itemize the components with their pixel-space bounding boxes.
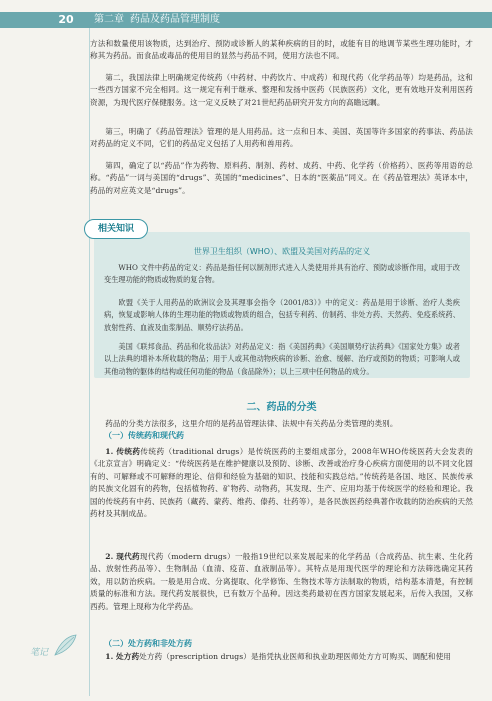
- chapter-title: [94, 12, 220, 28]
- who-definition: WHO 文件中药品的定义：药品是指任何以制剂形式进入人类使用并具有治疗、预防或诊断作用，或用于改变生理功能的物质或物质的复合物。: [104, 263, 460, 285]
- section-intro: 药品的分类方法很多，这里介绍的是药品管理法律、法规中有关药品分类管理的类别。: [105, 419, 398, 428]
- chapter-name: 药品及药品管理制度: [130, 14, 220, 25]
- related-knowledge-tag: 相关知识: [84, 219, 148, 239]
- paragraph-prescription-drugs: [90, 651, 473, 663]
- chapter-number: 第二章: [94, 14, 124, 25]
- page-number: 20: [58, 13, 74, 26]
- paragraph-modern-drugs: [90, 551, 473, 613]
- us-definition: 美国《联邦食品、药品和化妆品法》对药品定义：指《美国药典》《美国顺势疗法药典》《国家处方集》或者以上法典的增补本所收载的物品；用于人或其他动物疾病的诊断、治愈、缓解、治疗或预防的物质；可影响人或其他动物的躯体的结构或任何功能的物品（食品除外）；以上三项中任何物品的成分。: [104, 342, 460, 376]
- related-knowledge-title: 世界卫生组织（WHO）、欧盟及美国对药品的定义: [193, 247, 371, 256]
- subheading-traditional-modern: （一）传统药和现代药: [104, 431, 184, 440]
- paragraph-1: 方法和数量使用该物质，达到治疗、预防或诊断人的某种疾病的目的时，或能有目的地调节某些生理功能时，才称其为药品。而食品或毒品的使用目的显然与药品不同，使用方法也不同。: [90, 39, 473, 61]
- term-traditional: 1. 传统药: [105, 447, 141, 456]
- notes-label: 笔记: [30, 648, 49, 658]
- section-title: 二、药品的分类: [246, 402, 317, 413]
- eu-definition: 欧盟《关于人用药品的欧洲议会及其理事会指令（2001/83）》中的定义：药品是用于诊断、治疗人类疾病，恢复或影响人体的生理功能的物质或物质的组合，包括专利药、仿制药、非处方药、天然药、免疫系统药、放射性药、血液及血浆制品、顺势疗法药品。: [104, 298, 460, 332]
- traditional-text: 传统药（traditional drugs）是传统医药的主要组成部分，2008年WHO传统医药大会发表的《北京宣言》明确定义：“传统医药是在维护健康以及预防、诊断、改善或治疗身心疾病方面使用的以不同文化固有的、可解释或不可解释的理论、信仰和经验为基础的知识、技能和实践总结。”传统药是各国、地区、民族传承的民族文化固有的药物，包括植物药、矿物药、动物药，其发现、生产、应用均基于传统医学的经验和理论。我国的传统药有中药、民族药（藏药、蒙药、维药、傣药、壮药等），是各民族医药经典著作收载的防治疾病的天然药材及其制成品。: [90, 447, 473, 519]
- paragraph-3: 第三，明确了《药品管理法》管理的是人用药品。这一点和日本、美国、英国等许多国家的药事法、药品法对药品的定义不同，它们的药品定义包括了人用药和兽用药。: [90, 127, 473, 149]
- subheading-prescription: （二）处方药和非处方药: [104, 639, 192, 648]
- paragraph-4: 第四，确定了以“药品”作为药物、原料药、制剂、药材、成药、中药、化学药（价格药）、医药等用语的总称。“药品”一词与美国的“drugs”、英国的“medicines”、日本的“医薬品”同义。在《药品管理法》英译本中，药品的对应英文是“drugs”。: [90, 161, 473, 195]
- term-modern: 2. 现代药: [105, 552, 140, 561]
- paragraph-traditional-drugs: [90, 446, 473, 520]
- paragraph-2: 第二，我国法律上明确规定传统药（中药材、中药饮片、中成药）和现代药（化学药品等）均是药品，这和一些西方国家不完全相同。这一规定有利于继承、整理和发扬中医药（民族医药）文化，更有效地开发利用医药资源，为现代医疗保健服务。这一定义反映了对21世纪药品研究开发方向的高瞻远瞩。: [90, 73, 473, 107]
- modern-text: 现代药（modern drugs）一般指19世纪以来发展起来的化学药品（合成药品、抗生素、生化药品、放射性药品等）、生物制品（血清、疫苗、血液制品等）。其特点是用现代医学的理论和方法筛选确定其药效，用以防治疾病。一般是用合成、分离提取、化学修饰、生物技术等方法制取的物质，结构基本清楚，有控制质量的标准和方法。现代药发展很快，已有数万个品种。因这类药最初在西方国家发展起来，后传入我国，又称西药。管理上现称为化学药品。: [90, 552, 473, 611]
- term-prescription: 1. 处方药: [105, 652, 140, 661]
- prescription-text: 处方药（prescription drugs）是指凭执业医师和执业助理医师处方方可购买、调配和使用: [139, 652, 451, 661]
- leaf-icon: [52, 632, 78, 658]
